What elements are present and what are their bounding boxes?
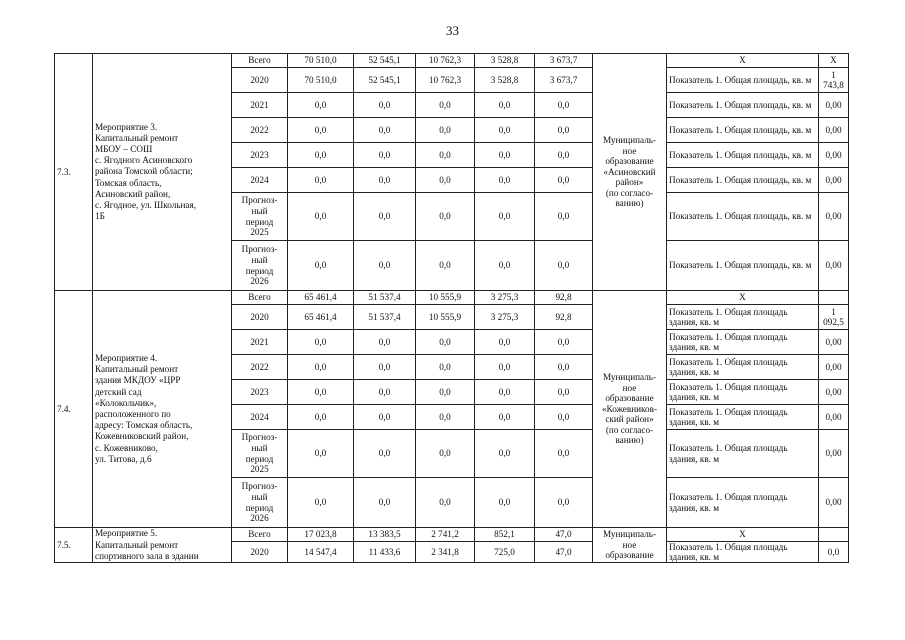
- target-value: [819, 528, 849, 542]
- target-value: 0,00: [819, 193, 849, 241]
- value-cell: 0,0: [416, 143, 475, 168]
- value-cell: 52 545,1: [354, 54, 416, 68]
- value-cell: 0,0: [416, 430, 475, 478]
- value-cell: 0,0: [288, 355, 354, 380]
- indicator-cell: Показатель 1. Общая площадь, кв. м: [667, 118, 819, 143]
- target-value: 0,00: [819, 118, 849, 143]
- value-cell: 0,0: [354, 380, 416, 405]
- value-cell: 0,0: [535, 478, 593, 528]
- value-cell: 0,0: [416, 405, 475, 430]
- indicator-cell: X: [667, 528, 819, 542]
- table-row: [55, 291, 849, 305]
- section-number: 7.3.: [55, 54, 93, 291]
- table-row: [55, 528, 849, 542]
- value-cell: 0,0: [475, 355, 535, 380]
- value-cell: 0,0: [535, 168, 593, 193]
- target-value: X: [819, 54, 849, 68]
- value-cell: 0,0: [475, 193, 535, 241]
- value-cell: 65 461,4: [288, 305, 354, 330]
- value-cell: 17 023,8: [288, 528, 354, 542]
- value-cell: 0,0: [354, 193, 416, 241]
- year-cell: 2020: [232, 542, 288, 563]
- value-cell: 0,0: [475, 405, 535, 430]
- indicator-cell: Показатель 1. Общая площадь, кв. м: [667, 193, 819, 241]
- value-cell: 13 383,5: [354, 528, 416, 542]
- value-cell: 0,0: [535, 355, 593, 380]
- value-cell: 0,0: [475, 241, 535, 291]
- value-cell: 0,0: [288, 168, 354, 193]
- value-cell: 0,0: [416, 241, 475, 291]
- indicator-cell: Показатель 1. Общая площадь здания, кв. м: [667, 430, 819, 478]
- value-cell: 0,0: [288, 93, 354, 118]
- target-value: 0,00: [819, 405, 849, 430]
- value-cell: 0,0: [416, 118, 475, 143]
- year-cell: 2024: [232, 405, 288, 430]
- value-cell: 0,0: [288, 143, 354, 168]
- value-cell: 0,0: [535, 405, 593, 430]
- value-cell: 0,0: [288, 241, 354, 291]
- value-cell: 0,0: [535, 118, 593, 143]
- target-value: 0,0: [819, 542, 849, 563]
- year-cell: Всего: [232, 528, 288, 542]
- year-cell: 2022: [232, 355, 288, 380]
- value-cell: 725,0: [475, 542, 535, 563]
- target-value: 0,00: [819, 355, 849, 380]
- value-cell: 0,0: [354, 330, 416, 355]
- year-cell: Всего: [232, 291, 288, 305]
- value-cell: 51 537,4: [354, 305, 416, 330]
- target-value: 0,00: [819, 478, 849, 528]
- value-cell: 0,0: [416, 168, 475, 193]
- value-cell: 10 555,9: [416, 291, 475, 305]
- value-cell: 52 545,1: [354, 68, 416, 93]
- indicator-cell: Показатель 1. Общая площадь, кв. м: [667, 143, 819, 168]
- value-cell: 0,0: [288, 405, 354, 430]
- indicator-cell: X: [667, 291, 819, 305]
- value-cell: 0,0: [288, 430, 354, 478]
- value-cell: 92,8: [535, 305, 593, 330]
- year-cell: Прогноз- ный период 2025: [232, 193, 288, 241]
- year-cell: 2023: [232, 380, 288, 405]
- section-number: 7.5.: [55, 528, 93, 563]
- target-value: 0,00: [819, 168, 849, 193]
- section-number: 7.4.: [55, 291, 93, 528]
- value-cell: 3 528,8: [475, 54, 535, 68]
- value-cell: 47,0: [535, 542, 593, 563]
- value-cell: 3 275,3: [475, 305, 535, 330]
- value-cell: 0,0: [416, 193, 475, 241]
- executor-cell: Муниципаль- ное образование: [593, 528, 667, 563]
- indicator-cell: Показатель 1. Общая площадь здания, кв. м: [667, 305, 819, 330]
- value-cell: 47,0: [535, 528, 593, 542]
- value-cell: 0,0: [354, 168, 416, 193]
- year-cell: 2021: [232, 93, 288, 118]
- value-cell: 92,8: [535, 291, 593, 305]
- value-cell: 0,0: [354, 355, 416, 380]
- year-cell: 2024: [232, 168, 288, 193]
- value-cell: 70 510,0: [288, 68, 354, 93]
- value-cell: 0,0: [416, 355, 475, 380]
- target-value: 0,00: [819, 241, 849, 291]
- value-cell: 0,0: [354, 405, 416, 430]
- value-cell: 0,0: [535, 380, 593, 405]
- value-cell: 0,0: [416, 478, 475, 528]
- value-cell: 0,0: [354, 430, 416, 478]
- target-value: [819, 291, 849, 305]
- indicator-cell: Показатель 1. Общая площадь здания, кв. м: [667, 330, 819, 355]
- value-cell: 0,0: [475, 330, 535, 355]
- target-value: 0,00: [819, 143, 849, 168]
- value-cell: 10 762,3: [416, 54, 475, 68]
- value-cell: 0,0: [475, 380, 535, 405]
- value-cell: 0,0: [475, 143, 535, 168]
- value-cell: 2 741,2: [416, 528, 475, 542]
- indicator-cell: Показатель 1. Общая площадь, кв. м: [667, 68, 819, 93]
- value-cell: 65 461,4: [288, 291, 354, 305]
- value-cell: 0,0: [475, 168, 535, 193]
- section-name: Мероприятие 4. Капитальный ремонт здания МКДОУ «ЦРР детский сад «Колокольчик», расположенного по адресу: Томская область, Кожевниковский район, с. Кожевниково, ул. Титова, д.6: [93, 291, 232, 528]
- value-cell: 0,0: [535, 241, 593, 291]
- value-cell: 0,0: [354, 241, 416, 291]
- value-cell: 14 547,4: [288, 542, 354, 563]
- value-cell: 0,0: [535, 430, 593, 478]
- indicator-cell: Показатель 1. Общая площадь, кв. м: [667, 241, 819, 291]
- year-cell: 2023: [232, 143, 288, 168]
- year-cell: Прогноз- ный период 2025: [232, 430, 288, 478]
- indicator-cell: Показатель 1. Общая площадь, кв. м: [667, 168, 819, 193]
- value-cell: 70 510,0: [288, 54, 354, 68]
- value-cell: 0,0: [416, 380, 475, 405]
- value-cell: 0,0: [288, 330, 354, 355]
- value-cell: 0,0: [475, 93, 535, 118]
- year-cell: 2022: [232, 118, 288, 143]
- value-cell: 10 762,3: [416, 68, 475, 93]
- indicator-cell: X: [667, 54, 819, 68]
- value-cell: 0,0: [354, 478, 416, 528]
- year-cell: 2020: [232, 305, 288, 330]
- value-cell: 0,0: [288, 193, 354, 241]
- target-value: 1 743,8: [819, 68, 849, 93]
- value-cell: 852,1: [475, 528, 535, 542]
- target-value: 1 092,5: [819, 305, 849, 330]
- value-cell: 0,0: [354, 93, 416, 118]
- indicator-cell: Показатель 1. Общая площадь здания, кв. м: [667, 542, 819, 563]
- value-cell: 3 275,3: [475, 291, 535, 305]
- section-name: Мероприятие 3. Капитальный ремонт МБОУ – СОШ с. Ягодного Асиновского района Томской области; Томская область, Асиновский район, с. Ягодное, ул. Школьная, 1Б: [93, 54, 232, 291]
- value-cell: 0,0: [535, 193, 593, 241]
- value-cell: 51 537,4: [354, 291, 416, 305]
- year-cell: Всего: [232, 54, 288, 68]
- year-cell: 2021: [232, 330, 288, 355]
- table-row: [55, 54, 849, 68]
- executor-cell: Муниципаль- ное образование «Асиновский район» (по согласо- ванию): [593, 54, 667, 291]
- target-value: 0,00: [819, 330, 849, 355]
- target-value: 0,00: [819, 93, 849, 118]
- value-cell: 3 673,7: [535, 54, 593, 68]
- value-cell: 0,0: [535, 93, 593, 118]
- value-cell: 3 528,8: [475, 68, 535, 93]
- value-cell: 0,0: [416, 330, 475, 355]
- target-value: 0,00: [819, 380, 849, 405]
- value-cell: 0,0: [475, 118, 535, 143]
- target-value: 0,00: [819, 430, 849, 478]
- value-cell: 0,0: [416, 93, 475, 118]
- indicator-cell: Показатель 1. Общая площадь, кв. м: [667, 93, 819, 118]
- year-cell: Прогноз- ный период 2026: [232, 478, 288, 528]
- year-cell: 2020: [232, 68, 288, 93]
- executor-cell: Муниципаль- ное образование «Кожевников- ский район» (по согласо- ванию): [593, 291, 667, 528]
- indicator-cell: Показатель 1. Общая площадь здания, кв. м: [667, 478, 819, 528]
- value-cell: 2 341,8: [416, 542, 475, 563]
- section-name: Мероприятие 5. Капитальный ремонт спортивного зала в здании: [93, 528, 232, 563]
- year-cell: Прогноз- ный период 2026: [232, 241, 288, 291]
- value-cell: 11 433,6: [354, 542, 416, 563]
- value-cell: 0,0: [535, 143, 593, 168]
- program-table: [54, 53, 849, 563]
- indicator-cell: Показатель 1. Общая площадь здания, кв. м: [667, 380, 819, 405]
- value-cell: 10 555,9: [416, 305, 475, 330]
- value-cell: 0,0: [288, 118, 354, 143]
- value-cell: 0,0: [535, 330, 593, 355]
- value-cell: 0,0: [354, 143, 416, 168]
- value-cell: 0,0: [475, 478, 535, 528]
- value-cell: 0,0: [288, 478, 354, 528]
- value-cell: 0,0: [354, 118, 416, 143]
- indicator-cell: Показатель 1. Общая площадь здания, кв. м: [667, 355, 819, 380]
- value-cell: 0,0: [475, 430, 535, 478]
- indicator-cell: Показатель 1. Общая площадь здания, кв. м: [667, 405, 819, 430]
- value-cell: 3 673,7: [535, 68, 593, 93]
- page-number: 33: [446, 23, 459, 38]
- value-cell: 0,0: [288, 380, 354, 405]
